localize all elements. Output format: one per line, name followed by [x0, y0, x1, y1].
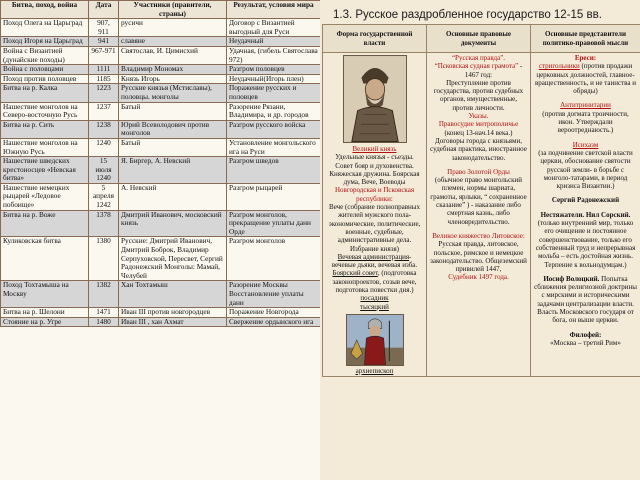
boyar-council-label: Боярский совет	[332, 269, 378, 278]
war-cell-result: Разорение Рязани, Владимира, и др. городов	[227, 102, 321, 120]
horde-law-title: Право Золотой Орды	[447, 167, 510, 176]
lithuania-text: Русская правда, литовское, польское, римское и немецкое законодательство. Общеземский привилей 1447,	[430, 240, 527, 274]
war-cell-participants: А. Невский	[119, 183, 227, 210]
wars-table-body	[1, 19, 321, 327]
war-row	[1, 120, 321, 138]
war-cell-result: Разгром монголов, прекращение уплаты дани Орде	[227, 210, 321, 237]
war-cell-battle: Поход Тохтамыша на Москву	[1, 281, 89, 308]
war-cell-participants: Иван III , хан Ахмат	[119, 317, 227, 327]
war-cell-participants: русичи	[119, 19, 227, 37]
philofey-text: «Москва – третий Рим»	[550, 338, 621, 347]
state-table-panel	[322, 24, 640, 480]
war-cell-battle: Битва на р. Калка	[1, 84, 89, 102]
philofey-name: Филофей:	[569, 330, 602, 339]
war-row	[1, 210, 321, 237]
war-cell-date: 1111	[89, 65, 119, 75]
war-cell-date: 907, 911	[89, 19, 119, 37]
war-cell-date: 967-971	[89, 46, 119, 64]
war-cell-date: 5 апреля 1242	[89, 183, 119, 210]
posadnik-label: посадник	[360, 294, 389, 303]
war-cell-date: 1238	[89, 120, 119, 138]
hesychasm-label: Исихазм	[572, 140, 599, 149]
war-cell-result: Удачная, (гибель Святослава 972)	[227, 46, 321, 64]
wars-table	[0, 0, 320, 327]
horde-law-text: (обычное право монгольский племен, нормы шариата, грамоты, ярлыки, “ сохраненное сказание” ) - наказание либо смертная казнь, либо членовредительство.	[430, 176, 527, 226]
pskov-charter-year: - 1467 год:	[464, 62, 523, 79]
church-law-text: (конец 13-нач.14 века.) Договоры города с князьями, судебная практика, иностранное законодательство.	[430, 128, 527, 162]
church-law-title: Правосудие митрополичье	[438, 120, 519, 129]
war-cell-participants: Хан Тохтамыш	[119, 281, 227, 308]
state-power-cell	[323, 53, 427, 377]
header-result: Результат, условия мира	[227, 1, 321, 19]
war-cell-participants: Батый	[119, 138, 227, 156]
war-cell-battle: Нашествие монголов на Северо-восточную Русь	[1, 102, 89, 120]
war-cell-battle: Война с половцами	[1, 65, 89, 75]
war-row	[1, 46, 321, 64]
war-cell-participants: Русские князья (Мстиславы), половцы. монголы	[119, 84, 227, 102]
veche-text: Вече (собрание полноправных жителей мужского пола- экономические, политические, военные, судебные, административные дела. Избрание князя)	[328, 203, 421, 253]
war-cell-date: 1185	[89, 74, 119, 84]
war-cell-result: Поражение Новгорода	[227, 308, 321, 318]
tysyatsky-label: тысяцкий	[360, 302, 389, 311]
war-cell-result: Поражение русских и половцев	[227, 84, 321, 102]
republics-heading: Новгородская и Псковская республики:	[334, 186, 415, 203]
war-cell-date: 15 июля 1240	[89, 157, 119, 184]
war-cell-date: 1237	[89, 102, 119, 120]
war-row	[1, 74, 321, 84]
warrior-image	[346, 314, 404, 366]
war-cell-battle: Поход Игоря на Царьград	[1, 37, 89, 47]
war-cell-participants: Князь Игорь	[119, 74, 227, 84]
war-cell-participants: Владимир Мономах	[119, 65, 227, 75]
legal-docs-cell	[427, 53, 531, 377]
war-cell-participants: Дмитрий Иванович, московский князь	[119, 210, 227, 237]
russkaya-pravda: “Русская правда”.	[451, 54, 506, 62]
state-table-header	[323, 25, 640, 53]
antitrinitarians-label: Антитринитарии	[560, 101, 611, 110]
war-cell-participants: Русские: Дмитрий Иванович, Дмитрий Боброк, Владимир Серпуховской, Пересвет, Сергий Радонежский Монголы: Мамай, Челубей	[119, 237, 227, 281]
war-cell-date: 1240	[89, 138, 119, 156]
war-row	[1, 102, 321, 120]
war-row	[1, 281, 321, 308]
strigolniki-label: стригольники	[538, 62, 580, 71]
pskov-charter-title: “Псковская судная грамота”	[434, 62, 519, 71]
hesychasm-text: (за подчинение светской власти церкви, обоснование святости русской земли- в борьбе с монголо-татарами, в период кризиса Византии.)	[538, 148, 633, 191]
war-cell-battle: Нашествие немецких рыцарей «Ледовое побоище»	[1, 183, 89, 210]
archbishop-label: архиепископ	[355, 366, 394, 375]
iosif-name: Иосиф Волоцкий.	[543, 274, 600, 283]
war-cell-battle: Нашествие монголов на Южную Русь	[1, 138, 89, 156]
war-cell-date: 1223	[89, 84, 119, 102]
war-cell-participants: Иван III против новгородцев	[119, 308, 227, 318]
grand-prince-caption: Великий князь	[352, 145, 397, 153]
state-table-row	[323, 53, 640, 377]
header-state-power: Форма государственной власти	[323, 25, 427, 53]
war-cell-battle: Нашествие шведских крестоносцев «Невская битва»	[1, 157, 89, 184]
appanage-text: Удельные князья - съезды. Совет бояр и духовенства. Княжеская дружина. Боярская дума, Вече, Воеводы	[329, 153, 420, 187]
iosif-text: Попытка сближения религиозной доктрины с мирскими и историческими задачами централизации власти. Власть Московского государя от бога, он выше церкви.	[534, 274, 637, 325]
state-table	[322, 24, 640, 377]
header-legal-docs: Основные правовые документы	[427, 25, 531, 53]
boyar-council-text: , (подготовка законопроектов, созыв вече, подготовка повестки дня.)	[332, 269, 417, 295]
war-cell-result: Неудачный	[227, 37, 321, 47]
war-cell-result: Разгром шведов	[227, 157, 321, 184]
war-row	[1, 317, 321, 327]
ukazy-label: Указы.	[468, 112, 489, 121]
war-cell-participants: Юрий Всеволодович против монголов	[119, 120, 227, 138]
war-cell-date: 1480	[89, 317, 119, 327]
war-cell-date: 1378	[89, 210, 119, 237]
war-row	[1, 37, 321, 47]
war-cell-date: 941	[89, 37, 119, 47]
war-cell-participants: славяне	[119, 37, 227, 47]
sergiy-name: Сергий Радонежский	[551, 196, 620, 205]
war-cell-participants: Батый	[119, 102, 227, 120]
war-cell-date: 1380	[89, 237, 119, 281]
war-cell-battle: Поход Олега на Царьград	[1, 19, 89, 37]
antitrinitarians-text: (против догмата троичности, икон. Утверждали вероотреднаюсть.)	[542, 109, 629, 135]
war-cell-battle: Битва на р. Воже	[1, 210, 89, 237]
war-cell-date: 1471	[89, 308, 119, 318]
nil-sorsky-name: Нестяжатели. Нил Сорский.	[540, 210, 631, 219]
war-cell-battle: Стояние на р. Угре	[1, 317, 89, 327]
war-cell-date: 1382	[89, 281, 119, 308]
war-cell-result: Разгром рыцарей	[227, 183, 321, 210]
header-participants: Участники (правители, страны)	[119, 1, 227, 19]
war-cell-result: Разгром русского войска	[227, 120, 321, 138]
war-row	[1, 308, 321, 318]
war-cell-battle: Война с Византией (дунайские походы)	[1, 46, 89, 64]
war-cell-participants: Я. Биргер, А. Невский	[119, 157, 227, 184]
veche-administration-text: - вечевые дьяки, вечевая изба.	[331, 252, 418, 270]
war-row	[1, 157, 321, 184]
header-thinkers: Основные представители политико-правовой мысли	[531, 25, 640, 53]
war-cell-result: Разгром монголов	[227, 237, 321, 281]
war-cell-battle: Битва на р. Сить	[1, 120, 89, 138]
war-cell-battle: Куликовская битва	[1, 237, 89, 281]
war-cell-result: Договор с Византией выгодный для Руси	[227, 19, 321, 37]
grand-prince-portrait	[343, 55, 407, 143]
war-cell-result: Установление монгольского ига на Руси	[227, 138, 321, 156]
wars-table-header	[1, 1, 321, 19]
nil-sorsky-text: (только внутренний мир, только его очищение и постоянное совершенствование, только его собственный труд и непрерывная мольба – есть достойная жизнь. Терпение к вольнодумцам.)	[535, 219, 636, 269]
war-cell-result: Свержение ордынского ига	[227, 317, 321, 327]
header-date: Дата	[89, 1, 119, 19]
war-cell-battle: Поход против половцев	[1, 74, 89, 84]
war-cell-result: Разорение Москвы Восстановление уплаты дани	[227, 281, 321, 308]
thinkers-cell	[531, 53, 640, 377]
war-cell-participants: Святослав, И. Цимисхий	[119, 46, 227, 64]
header-battle: Битва, поход, война	[1, 1, 89, 19]
war-row	[1, 19, 321, 37]
strigolniki-text: (против продажи церковных должностей, главное- вращественность, и не таинства и обряды)	[535, 62, 636, 96]
war-row	[1, 65, 321, 75]
war-row	[1, 183, 321, 210]
lithuania-title: Великое княжество Литовское:	[432, 231, 525, 240]
war-cell-result: Разгром половцев	[227, 65, 321, 75]
war-row	[1, 138, 321, 156]
pskov-charter-text: Преступление против государства, против судебных органов, имущественные, против личности.	[433, 78, 524, 112]
war-row	[1, 84, 321, 102]
war-row	[1, 237, 321, 281]
heresies-title: Ереси:	[574, 54, 597, 62]
veche-administration-label: Вечевая администрация	[337, 252, 410, 261]
war-cell-result: Неудачный(Игорь плен)	[227, 74, 321, 84]
sudebnik-1497: Судебник 1497 года.	[448, 273, 509, 282]
slide-title: 1.3. Русское раздробленное государство 12-15 вв.	[333, 9, 602, 21]
war-cell-battle: Битва на р. Шелони	[1, 308, 89, 318]
